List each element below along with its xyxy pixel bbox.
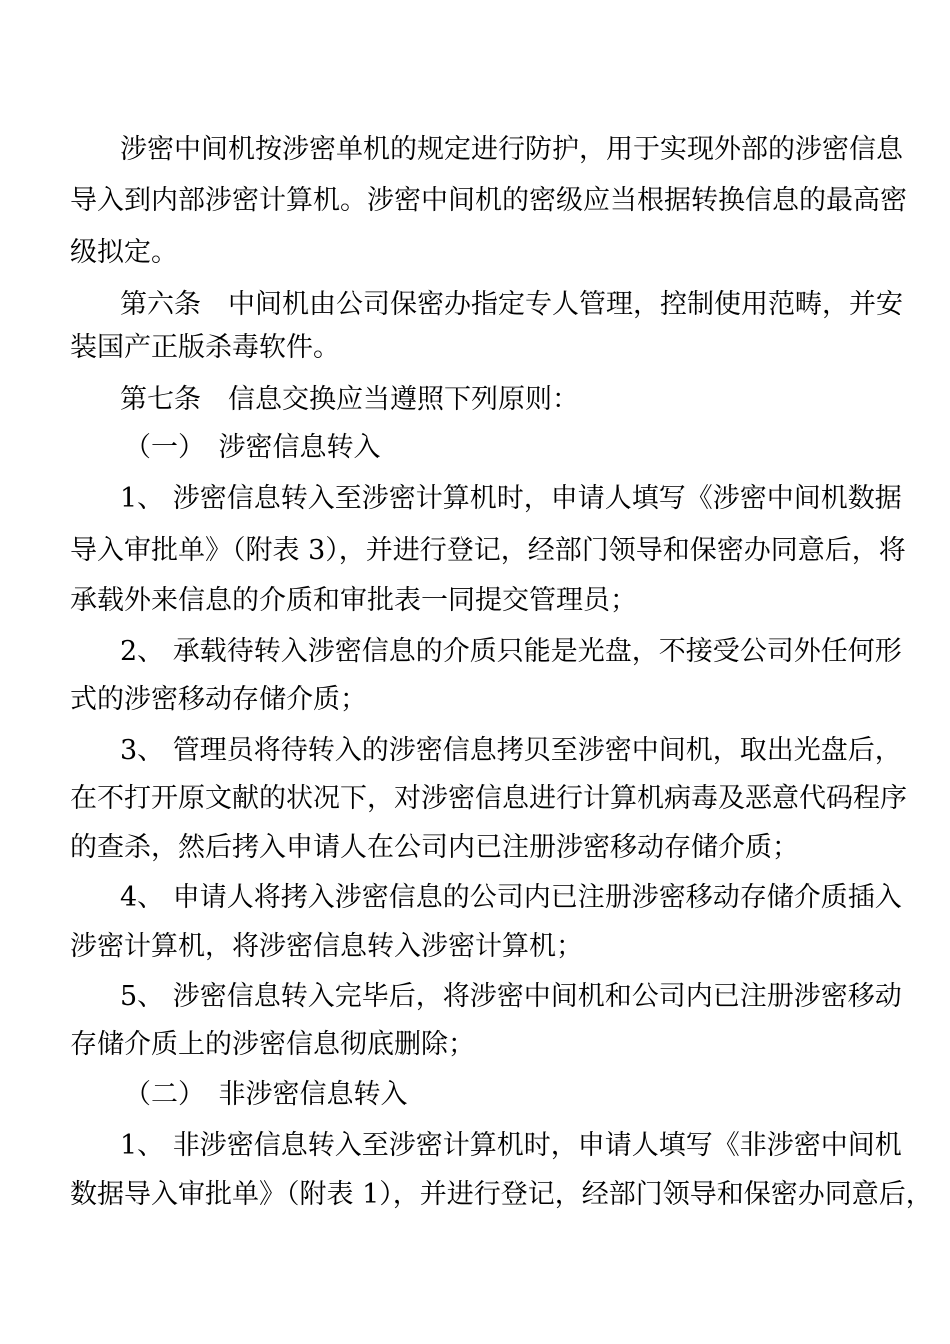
list-item-line: 2、 承载待转入涉密信息的介质只能是光盘，不接受公司外任何形 bbox=[120, 636, 902, 667]
list-item-line: 1、 涉密信息转入至涉密计算机时，申请人填写《涉密中间机数据 bbox=[120, 483, 902, 514]
list-item-line: 式的涉密移动存储介质； bbox=[70, 684, 367, 715]
paragraph-line: 导入到内部涉密计算机。涉密中间机的密级应当根据转换信息的最高密 bbox=[70, 185, 907, 216]
list-item-line: 在不打开原文献的状况下，对涉密信息进行计算机病毒及恶意代码程序 bbox=[70, 783, 907, 814]
list-item-line: 存储介质上的涉密信息彻底删除； bbox=[70, 1029, 475, 1060]
list-item-line: 导入审批单》（附表 3），并进行登记，经部门领导和保密办同意后，将 bbox=[70, 535, 906, 566]
section-heading-2: （二） 非涉密信息转入 bbox=[124, 1079, 408, 1110]
list-item-line: 1、 非涉密信息转入至涉密计算机时，申请人填写《非涉密中间机 bbox=[120, 1130, 902, 1161]
article-6-line: 装国产正版杀毒软件。 bbox=[70, 332, 340, 363]
paragraph-line: 级拟定。 bbox=[70, 237, 178, 268]
list-item-line: 的查杀，然后拷入申请人在公司内已注册涉密移动存储介质； bbox=[70, 832, 799, 863]
list-item-line: 数据导入审批单》（附表 1），并进行登记，经部门领导和保密办同意后， bbox=[70, 1179, 933, 1210]
article-6-line: 第六条 中间机由公司保密办指定专人管理，控制使用范畴，并安 bbox=[120, 289, 903, 320]
list-item-line: 承载外来信息的介质和审批表一同提交管理员； bbox=[70, 585, 637, 616]
list-item-line: 4、 申请人将拷入涉密信息的公司内已注册涉密移动存储介质插入 bbox=[120, 882, 902, 913]
section-heading-1: （一） 涉密信息转入 bbox=[124, 432, 381, 463]
paragraph-line: 涉密中间机按涉密单机的规定进行防护，用于实现外部的涉密信息 bbox=[120, 134, 903, 165]
list-item-line: 3、 管理员将待转入的涉密信息拷贝至涉密中间机，取出光盘后， bbox=[120, 735, 902, 766]
article-7-heading: 第七条 信息交换应当遵照下列原则： bbox=[120, 384, 579, 415]
list-item-line: 5、 涉密信息转入完毕后，将涉密中间机和公司内已注册涉密移动 bbox=[120, 981, 902, 1012]
list-item-line: 涉密计算机，将涉密信息转入涉密计算机； bbox=[70, 931, 583, 962]
